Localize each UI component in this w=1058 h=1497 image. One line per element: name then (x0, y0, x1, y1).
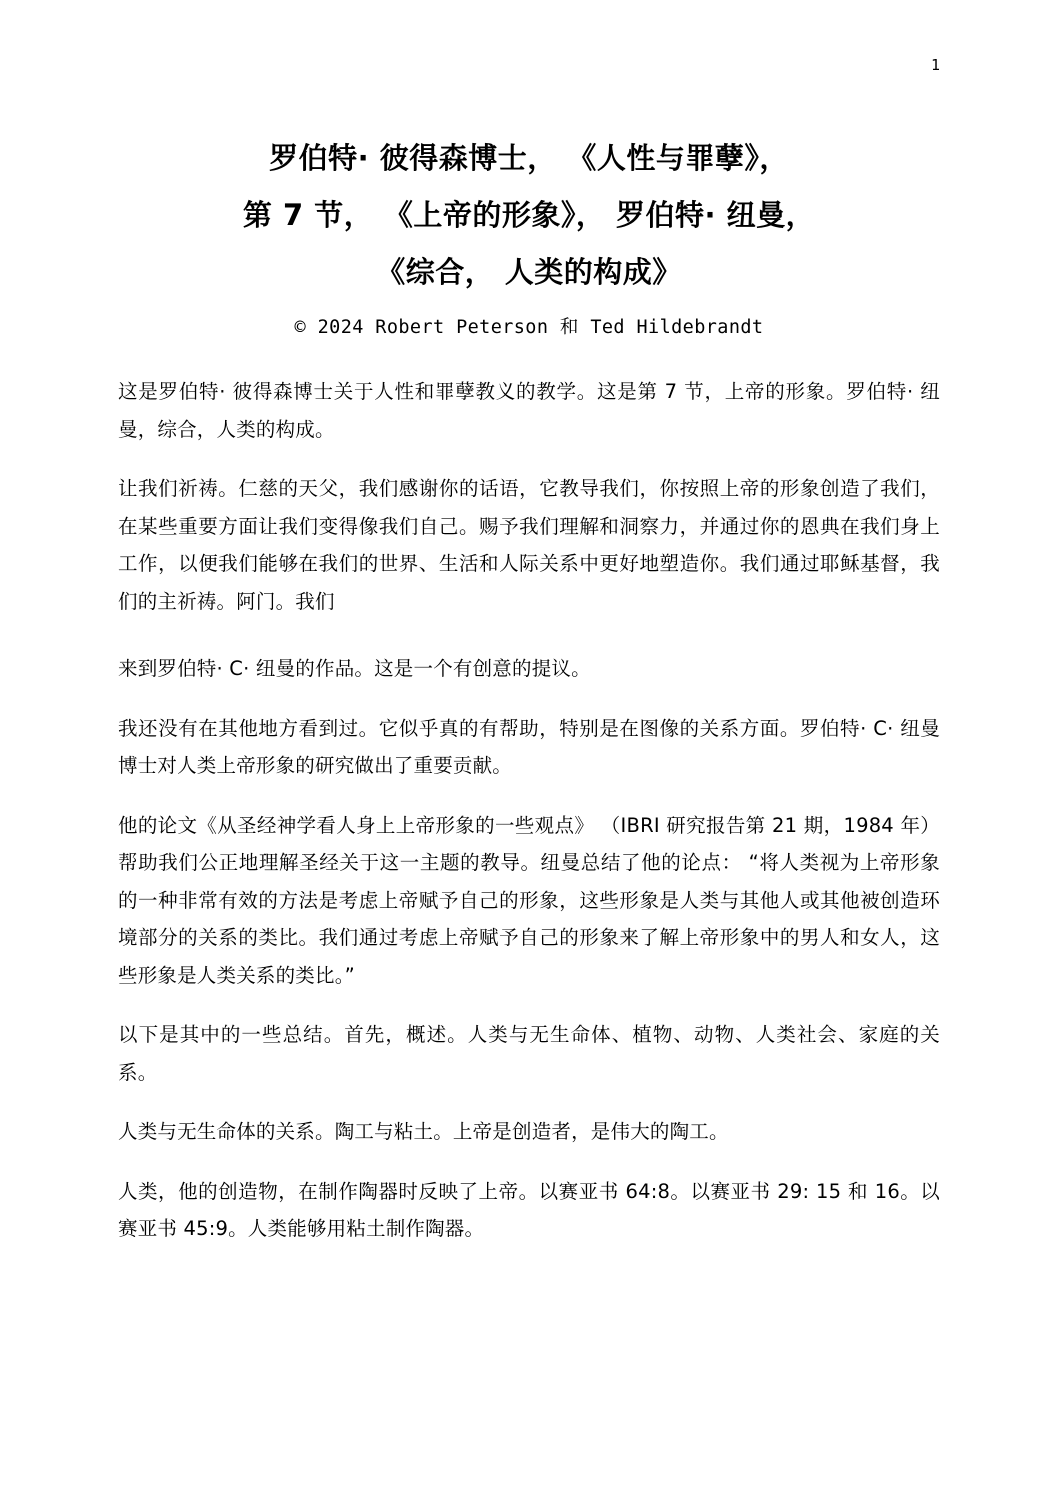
paragraph: 人类与无生命体的关系。陶工与粘土。上帝是创造者，是伟大的陶工。 (118, 1120, 729, 1143)
paragraph: 人类，他的创造物，在制作陶器时反映了上帝。以赛亚书 64:8。以赛亚书 29: 15 和 16。以赛亚书 45:9。人类能够用粘土制作陶器。 (118, 1179, 940, 1240)
document-body (118, 373, 940, 1248)
paragraph: 让我们祈祷。仁慈的天父，我们感谢你的话语，它教导我们，你按照上帝的形象创造了我们，在某些重要方面让我们变得像我们自己。赐予我们理解和洞察力，并通过你的恩典在我们身上工作，以便我们能够在我们的世界、生活和人际关系中更好地塑造你。我们通过耶稣基督，我们的主祈祷。阿门。我们 (118, 477, 940, 613)
page-number: 1 (930, 56, 940, 74)
title-line-2: 第 7 节， 《上帝的形象》， 罗伯特· 纽曼， (242, 198, 816, 232)
paragraph: 来到罗伯特· C· 纽曼的作品。这是一个有创意的提议。 (118, 657, 591, 680)
paragraph: 他的论文《从圣经神学看人身上上帝形象的一些观点》 （IBRI 研究报告第 21 期，1984 年）帮助我们公正地理解圣经关于这一主题的教导。纽曼总结了他的论点： “将人类视为上帝形象的一种非常有效的方法是考虑上帝赋予自己的形象，这些形象是人类与其他人或其他被创造环境部分的关系的类比。我们通过考虑上帝赋予自己的形象来了解上帝形象中的男人和女人，这些形象是人类关系的类比。” (118, 813, 940, 987)
title-line-1: 罗伯特· 彼得森博士， 《人性与罪孽》， (269, 141, 789, 175)
paragraph: 我还没有在其他地方看到过。它似乎真的有帮助，特别是在图像的关系方面。罗伯特· C· 纽曼博士对人类上帝形象的研究做出了重要贡献。 (118, 716, 940, 777)
title-line-3: 《综合， 人类的构成》 (376, 255, 682, 289)
paragraph: 以下是其中的一些总结。首先，概述。人类与无生命体、植物、动物、人类社会、家庭的关系。 (118, 1023, 940, 1084)
paragraph: 这是罗伯特· 彼得森博士关于人性和罪孽教义的教学。这是第 7 节，上帝的形象。罗伯特· 纽曼，综合，人类的构成。 (118, 380, 940, 441)
copyright-byline: © 2024 Robert Peterson 和 Ted Hildebrandt (294, 317, 764, 338)
document-title (118, 130, 940, 301)
